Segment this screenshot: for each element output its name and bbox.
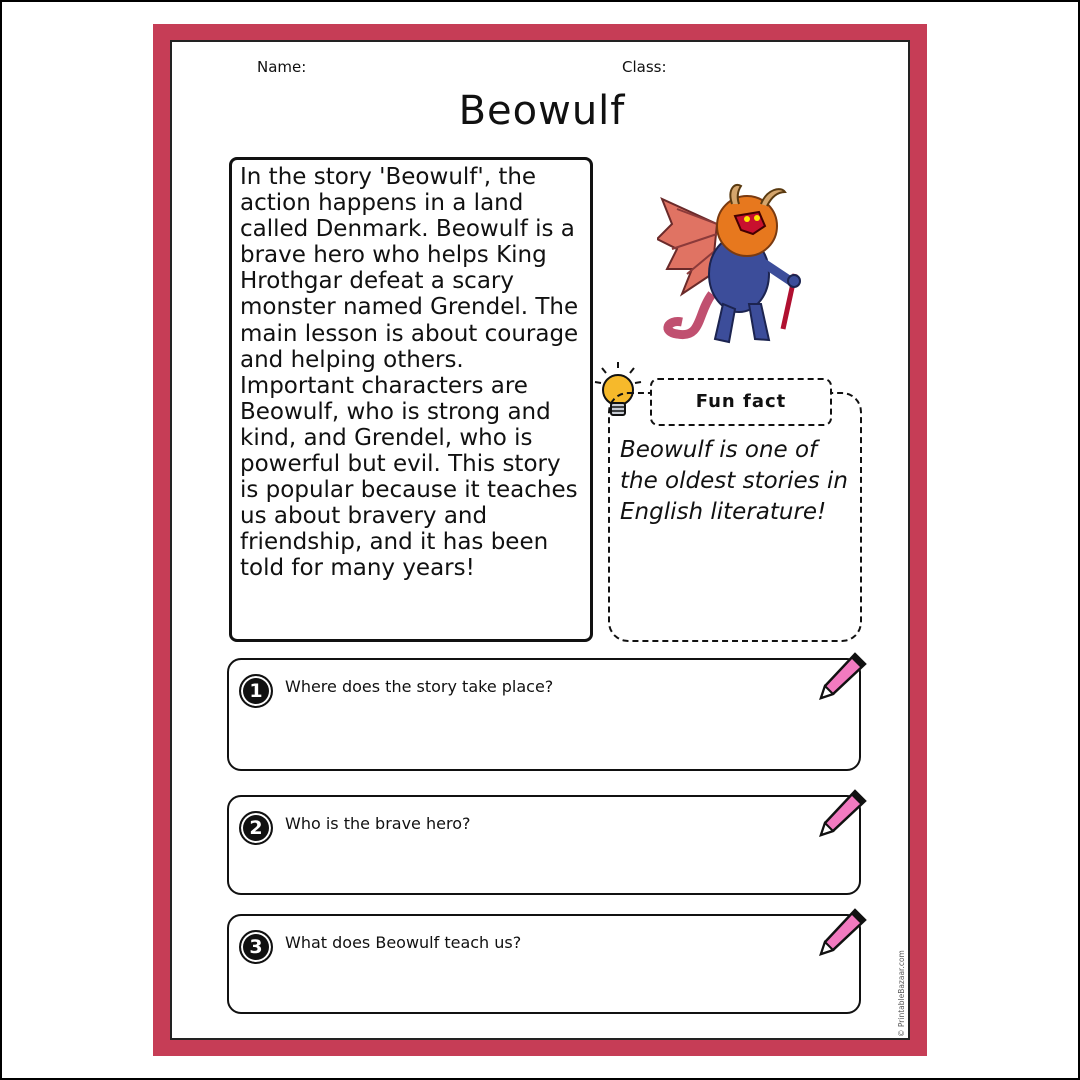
question-3-box[interactable]: [227, 914, 861, 1014]
pencil-icon: [817, 906, 869, 956]
question-number: 2: [239, 811, 273, 845]
pencil-icon: [817, 650, 869, 700]
class-label: Class:: [622, 58, 667, 76]
fun-fact-text: Beowulf is one of the oldest stories in English literature!: [620, 437, 848, 525]
credit-label: © PrintableBazaar.com: [897, 950, 906, 1037]
story-box: [229, 157, 593, 642]
question-text: Where does the story take place?: [285, 677, 554, 696]
question-2-box[interactable]: [227, 795, 861, 895]
credit-text: [894, 942, 908, 1037]
worksheet-page: [170, 40, 910, 1040]
dragon-illustration: [657, 164, 817, 354]
name-label: Name:: [257, 58, 307, 76]
page-title: Beowulf: [458, 88, 626, 134]
story-text: In the story 'Beowulf', the action happens in a land called Denmark. Beowulf is a brave hero who helps King Hrothgar defeat a scary monster named Grendel. The main lesson is about courage and helping others. Important characters are Beowulf, who is strong and kind, and Grendel, who is powerful but evil. This story is popular because it teaches us about bravery and friendship, and it has been told for many years!: [240, 164, 579, 582]
pencil-icon: [817, 787, 869, 837]
question-number: 3: [239, 930, 273, 964]
question-number: 1: [239, 674, 273, 708]
question-1-box[interactable]: [227, 658, 861, 771]
fun-fact-label: Fun fact: [650, 378, 832, 426]
question-text: What does Beowulf teach us?: [285, 933, 522, 952]
question-text: Who is the brave hero?: [285, 814, 471, 833]
